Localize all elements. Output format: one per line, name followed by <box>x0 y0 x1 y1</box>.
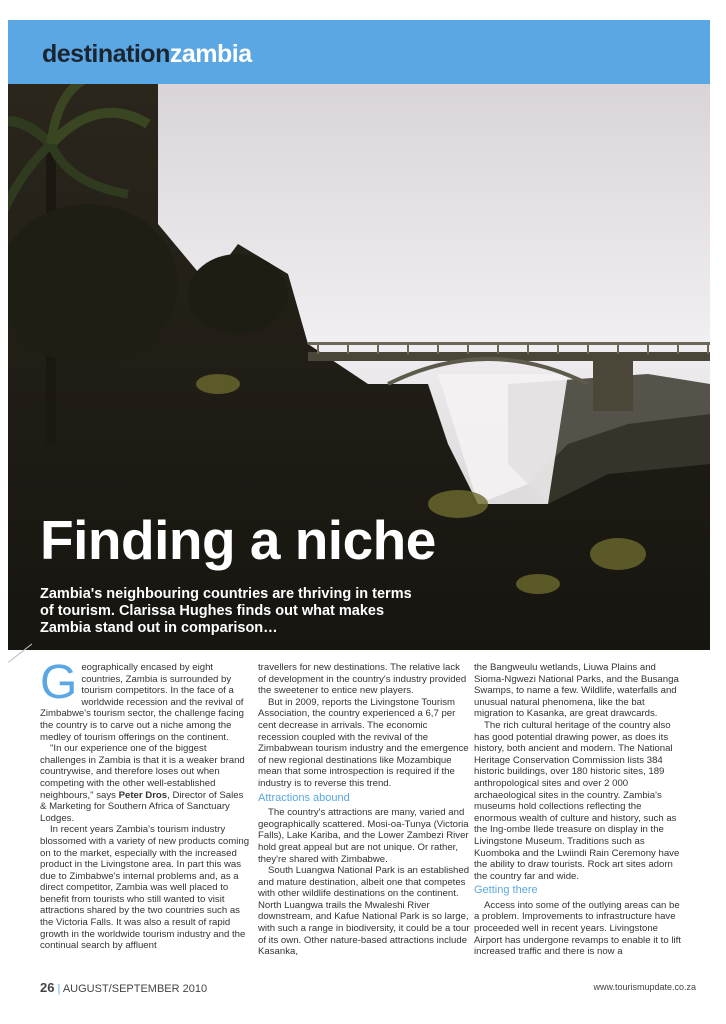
article-column-2 <box>258 662 470 958</box>
page-number: 26 <box>40 980 55 995</box>
drop-cap: G <box>40 656 78 709</box>
paragraph-text: "In our experience one of the biggest challenges in Zambia is that it is a weaker brand countrywise, and therefore loses out when competing with the other well-established neighbours," says <box>40 743 245 801</box>
paragraph-text: eographically encased by eight countries, Zambia is surrounded by tourism competitors. In the face of a worldwide recession and the revival of Zimbabwe's tourism sector, the challenge facing the country is to carve out a niche among the medley of tourism offerings on the continent. <box>40 662 244 743</box>
paragraph-text: , Director of Sales & Marketing for Southern Africa of Sanctuary Lodges. <box>40 789 244 824</box>
paragraph: The rich cultural heritage of the country also has good potential drawing power, as does its history, both ancient and modern. The National Heritage Conservation Commission lists 384 historic buildings, over 180 historic sites, 189 anthropological sites and over 2 000 archaeological sites in the country. Zambia's museums hold collections reflecting the enormous wealth of culture and history, such as the Ing-ombe Ilede treasure on display in the Livingstone Museum. Traditions such as Kuomboka and the Lwiindi Rain Ceremony have the ability to draw tourists. Rock art sites adorn the country far and wide. <box>474 719 680 882</box>
tree-canopy <box>188 254 288 334</box>
paragraph: the Bangweulu wetlands, Liuwa Plains and Sioma-Ngwezi National Parks, and the Busanga Swamps, to name a few. Wildlife, waterfalls and unusual natural phenomena, like the bat migration to Kasanka, are great drawcards. <box>474 662 679 720</box>
headline: Finding a niche <box>40 509 436 571</box>
brand-logo <box>42 40 252 69</box>
paragraph: travellers for new destinations. The relative lack of development in the country's industry provided the sweetener to entice new players. <box>258 662 467 697</box>
standfirst: Zambia's neighbouring countries are thriving in terms of tourism. Clarissa Hughes finds out what makes Zambia stand out in comparison… <box>40 586 412 636</box>
paragraph <box>40 743 252 824</box>
hero-photo <box>8 84 710 650</box>
footer-url: www.tourismupdate.co.za <box>593 982 696 992</box>
footer-left <box>40 980 207 995</box>
paragraph: The country's attractions are many, varied and geographically scattered. Mosi-oa-Tunya (Victoria Falls), Lake Kariba, and the Lower Zambezi River hold great appeal but are not unique. Or rather, they're shared with Zimbabwe. <box>258 807 469 865</box>
article-column-3 <box>474 662 686 958</box>
paragraph: In recent years Zambia's tourism industry blossomed with a variety of new products coming on to the market, especially with the increased product in the Livingstone area. In part this was due to Zimbabwe's internal problems and, as a direct competitor, Zambia was well placed to benefit from tourists who still wanted to visit attractions shared by the two countries such as the Victoria Falls. It was also a result of rapid growth in the worldwide tourism industry and the continual search by affluent <box>40 824 250 952</box>
issue-date: AUGUST/SEPTEMBER 2010 <box>62 983 208 995</box>
brand-light: zambia <box>169 40 252 68</box>
person-name: Peter Dros <box>118 789 168 801</box>
paragraph: South Luangwa National Park is an established and mature destination, albeit one that competes with other wildlife destinations on the continent. North Luangwa trails the Mwaleshi River downstream, and Kafue National Park is so large, with such a range in biodiversity, it could be a tour of its own. Other nature-based attractions include Kasanka, <box>258 865 470 958</box>
paragraph <box>40 656 252 743</box>
article-column-1 <box>40 656 252 952</box>
brand-dark: destination <box>42 40 170 68</box>
footer-divider: | <box>57 983 61 995</box>
subheading: Attractions abound <box>258 791 350 804</box>
paragraph: But in 2009, reports the Livingstone Tourism Association, the country experienced a 6,7 per cent decrease in arrivals. The economic recession coupled with the revival of the Zimbabwean tourism industry and the emergence of new regional destinations like Mozambique mean that some introspection is required if the industry is to reverse this trend. <box>258 696 469 789</box>
subheading: Getting there <box>474 884 538 897</box>
paragraph: Access into some of the outlying areas can be a problem. Improvements to infrastructure have proceeded well in recent years. Livingstone Airport has undergone revamps to enable it to lift increased traffic and there is now a <box>474 899 681 958</box>
